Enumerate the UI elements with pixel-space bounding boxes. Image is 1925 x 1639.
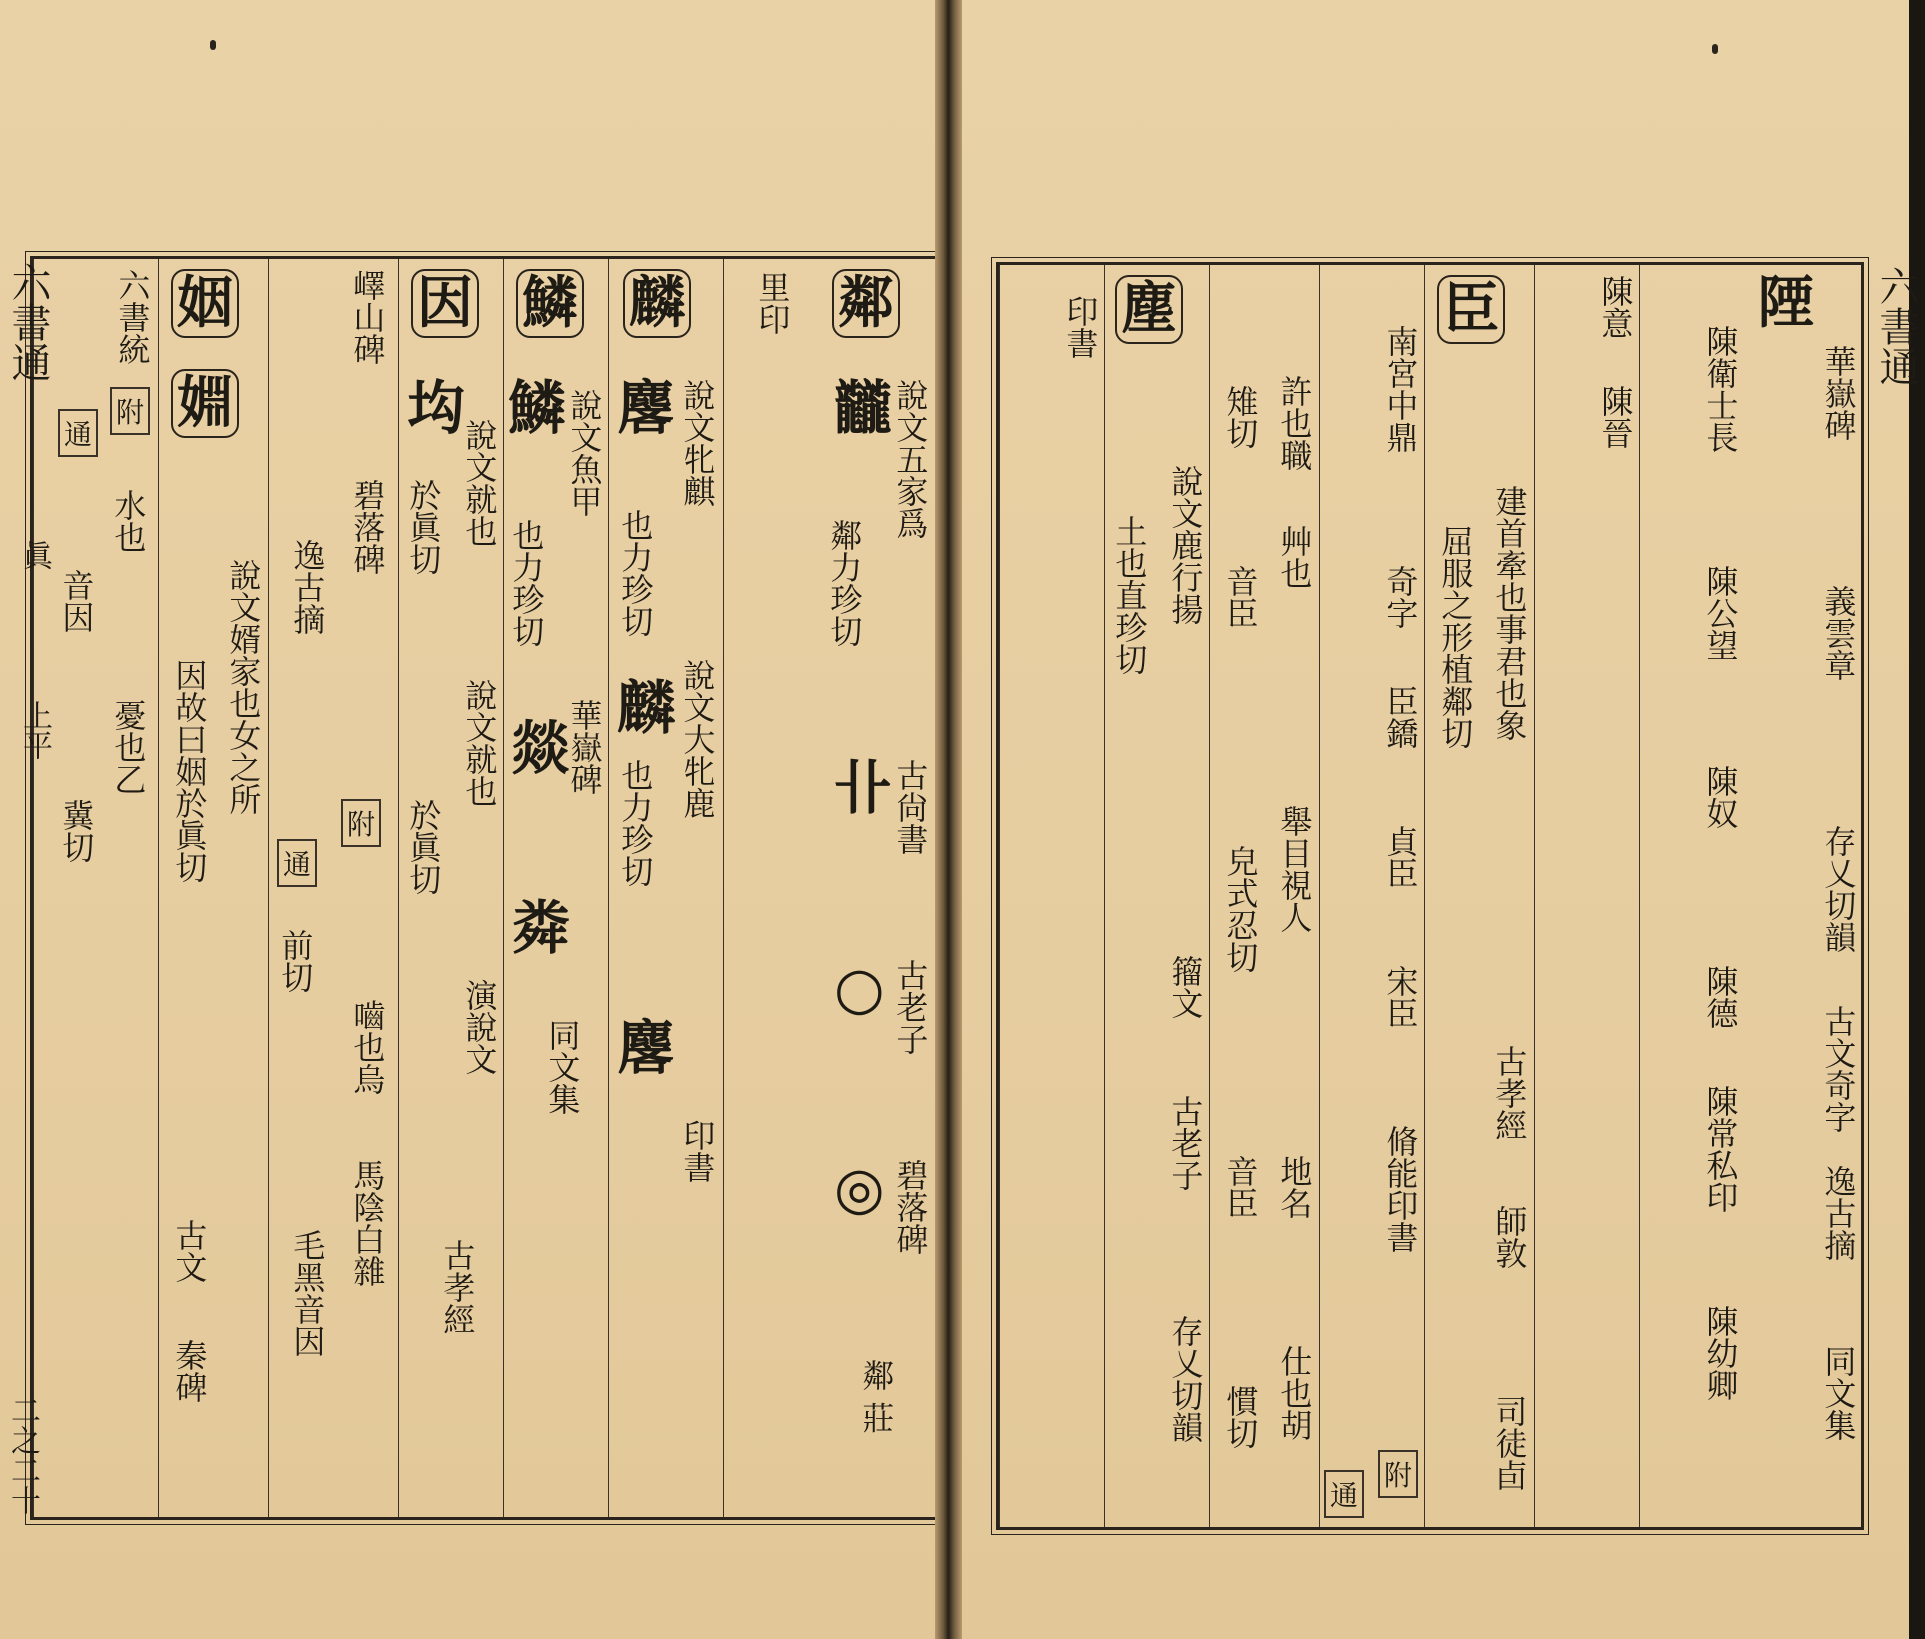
source-note: 古文奇字: [1819, 1005, 1858, 1133]
column-head-lin-qilin: 麟: [623, 269, 691, 338]
seal-glyph: 㘬: [407, 374, 464, 442]
source-note: 貞臣: [1381, 825, 1420, 889]
ink-speck: [1712, 44, 1718, 54]
source-note: 古孝經: [1490, 1045, 1529, 1141]
source-note: 六書統: [113, 269, 152, 365]
column-gloss: 地名: [1275, 1155, 1314, 1219]
left-col-2: [723, 259, 819, 1517]
book-gutter: [935, 0, 962, 1639]
source-note: 籀文: [1166, 955, 1205, 1019]
column-gloss: 仕也胡: [1275, 1345, 1314, 1441]
column-gloss: 土也直珍切: [1110, 515, 1149, 675]
column-gloss: 說文魚甲: [565, 389, 604, 517]
column-gloss: 屈服之形植鄰切: [1436, 525, 1475, 749]
left-col-4: [503, 259, 609, 1517]
source-note: 義雲章: [1819, 585, 1858, 681]
seal-caption: 里印: [753, 271, 792, 335]
source-note: 古老子: [1166, 1095, 1205, 1191]
source-note: 碧落碑: [348, 479, 387, 575]
column-gloss: 說文牝麒: [678, 379, 717, 507]
column-gloss: 說文就也: [460, 679, 499, 807]
column-gloss: 水也: [109, 489, 148, 553]
left-col-5: [398, 259, 504, 1517]
right-page: [962, 0, 1919, 1639]
column-gloss: 雉切: [1221, 385, 1260, 449]
page-number: 二之二十: [5, 1395, 40, 1515]
source-note: 存乂切韻: [1819, 825, 1858, 953]
source-note: 碧落碑: [891, 1159, 930, 1255]
source-note: 司徒卣: [1490, 1395, 1529, 1491]
column-gloss: 也力珍切: [616, 759, 655, 887]
tong-label: 通: [277, 839, 317, 887]
column-gloss: 舉目視人: [1275, 805, 1314, 933]
column-gloss: 嚙也烏: [348, 999, 387, 1095]
source-note: 華嶽碑: [1819, 345, 1858, 441]
seal-glyph: 燚: [512, 714, 569, 782]
column-gloss: 也力珍切: [616, 509, 655, 637]
seal-glyph: 鱗: [508, 374, 565, 442]
column-gloss: 因故曰姻於眞切: [170, 659, 209, 883]
source-note: 古孝經: [438, 1239, 477, 1335]
source-note: 同文集: [543, 1019, 582, 1115]
seal-glyph: ◎: [834, 1154, 883, 1222]
left-col-1: [818, 259, 936, 1517]
column-head-lin-scale: 鱗: [516, 269, 584, 338]
right-col-7: [1104, 265, 1210, 1527]
column-gloss: 於眞切: [404, 479, 443, 575]
source-note: 印書: [678, 1119, 717, 1183]
source-note: 同文集: [1819, 1345, 1858, 1441]
column-gloss: 冀切: [57, 799, 96, 863]
source-note: 存乂切韻: [1166, 1315, 1205, 1443]
source-note: 逸古摘: [288, 539, 327, 635]
column-gloss: 於眞切: [404, 799, 443, 895]
fu-label: 附: [110, 387, 150, 435]
fu-label: 附: [1378, 1450, 1418, 1498]
column-gloss: 也力珍切: [507, 519, 546, 647]
column-head-yin-marriage: 姻: [171, 269, 239, 338]
seal-caption: 印書: [1061, 295, 1100, 359]
column-head-yin-variant: 婣: [171, 369, 239, 438]
left-col-6: [268, 259, 399, 1517]
column-gloss: 憂也乙: [109, 699, 148, 795]
seal-glyph: 粦: [512, 894, 569, 962]
seal-caption: 陳德: [1701, 965, 1740, 1029]
seal-glyph: 龖: [834, 374, 891, 442]
source-note: 鄰 莊: [857, 1359, 896, 1434]
column-gloss: 許也職: [1275, 375, 1314, 471]
column-gloss: 音臣: [1221, 565, 1260, 629]
right-col-5: [1319, 265, 1425, 1527]
source-note: 古老子: [891, 959, 930, 1055]
column-gloss: 說文鹿行揚: [1166, 465, 1205, 625]
right-col-2: [1639, 265, 1745, 1527]
tong-label: 通: [58, 409, 98, 457]
right-col-8: [999, 265, 1105, 1527]
tong-label: 通: [1324, 1470, 1364, 1518]
column-head-chen-dust: 塵: [1115, 275, 1183, 344]
right-margin-title: 六書通: [1873, 266, 1919, 386]
rhyme-char: 眞: [17, 540, 52, 570]
source-note: 南宮中鼎: [1381, 325, 1420, 453]
column-gloss: 艸也: [1275, 525, 1314, 589]
right-col-4: [1424, 265, 1535, 1527]
column-gloss: 建首牽也事君也象: [1490, 485, 1529, 741]
seal-caption: 陳公望: [1701, 565, 1740, 661]
left-col-3: [608, 259, 724, 1517]
seal-caption: 陳晉: [1596, 385, 1635, 449]
column-gloss: 說文五家爲: [891, 379, 930, 539]
left-margin-title: 六書通: [5, 262, 51, 382]
left-col-8: [33, 259, 159, 1517]
seal-caption: 陳奴: [1701, 765, 1740, 829]
source-note: 臣鐈: [1381, 685, 1420, 749]
column-gloss: 毛黑音因: [288, 1229, 327, 1357]
seal-caption: 陳意: [1596, 275, 1635, 339]
column-gloss: 說文婿家也女之所: [224, 559, 263, 815]
source-note: 宋臣: [1381, 965, 1420, 1029]
ink-speck: [210, 40, 216, 50]
seal-glyph: 卝: [834, 754, 891, 822]
source-note: 師敦: [1490, 1205, 1529, 1269]
column-gloss: 音臣: [1221, 1155, 1260, 1219]
source-note: 嶧山碑: [348, 269, 387, 365]
source-note: 演說文: [460, 979, 499, 1075]
column-gloss: 馬陰白雜: [348, 1159, 387, 1287]
tone-label: 上平: [17, 700, 52, 760]
left-col-7: [158, 259, 269, 1517]
column-gloss: 皃式忍切: [1221, 845, 1260, 973]
right-col-3: [1534, 265, 1640, 1527]
source-note: 古文: [170, 1219, 209, 1283]
column-gloss: 前切: [276, 929, 315, 993]
seal-glyph: 麐: [617, 374, 674, 442]
source-note: 奇字: [1381, 565, 1420, 629]
source-note: 古尙書: [891, 759, 930, 855]
column-gloss: 鄰力珍切: [825, 519, 864, 647]
seal-caption: 陳常私印: [1701, 1085, 1740, 1213]
source-note: 秦碑: [170, 1339, 209, 1403]
right-page-frame: [996, 262, 1864, 1530]
seal-glyph: 麟: [617, 674, 674, 742]
source-note: 華嶽碑: [565, 699, 604, 795]
column-head-chen: 臣: [1437, 275, 1505, 344]
column-gloss: 說文大牝鹿: [678, 659, 717, 819]
left-page-frame: [30, 256, 941, 1520]
right-col-1: [1744, 265, 1861, 1527]
source-note: 逸古摘: [1819, 1165, 1858, 1261]
seal-caption: 陳幼卿: [1701, 1305, 1740, 1401]
column-head-yin-dam: 陻: [1758, 270, 1814, 336]
seal-glyph: 麐: [617, 1014, 674, 1082]
column-gloss: 說文就也: [460, 419, 499, 547]
column-gloss: 音因: [57, 569, 96, 633]
left-page: [0, 0, 935, 1639]
fu-label: 附: [341, 799, 381, 847]
column-head-yin: 因: [411, 269, 479, 338]
source-note: 脩能印書: [1381, 1125, 1420, 1253]
right-col-6: [1209, 265, 1320, 1527]
column-gloss: 慣切: [1221, 1385, 1260, 1449]
column-head-lin: 鄰: [832, 269, 900, 338]
seal-glyph: ○: [834, 954, 883, 1022]
seal-caption: 陳衛士長: [1701, 325, 1740, 453]
